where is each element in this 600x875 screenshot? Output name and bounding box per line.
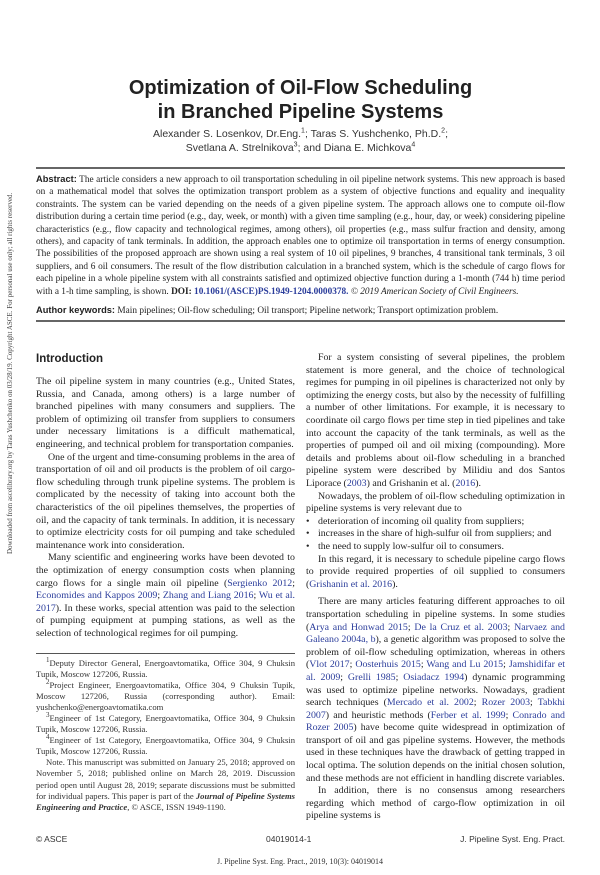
paragraph-text: ;: [420, 659, 427, 671]
paragraph-text: ). In these works, special attention was paid to the selection of pumping equipment at pumping stations, as well as the selection of technological regimes for oil pumping.: [36, 602, 295, 639]
paragraph: [36, 452, 295, 553]
keywords-text: Main pipelines; Oil-flow scheduling; Oil transport; Pipeline network; Transport optimization problem.: [115, 306, 499, 317]
paragraph: [36, 552, 295, 640]
title-line-1: Optimization of Oil-Flow Scheduling: [128, 77, 473, 99]
author-affiliation-mark: 1: [301, 127, 305, 135]
author-separator: ;: [304, 128, 311, 140]
citation-link[interactable]: Mercado et al. 2002: [386, 697, 474, 709]
paragraph-text: ;: [505, 709, 513, 721]
paragraph: [36, 376, 295, 452]
paragraph-text: ), a genetic algorithm was proposed to solve the problem of oil-flow scheduling optimization, whereas in others (: [306, 634, 565, 671]
page-footer: [36, 833, 565, 845]
footnote-mark: 4: [46, 733, 50, 742]
paragraph-text: ).: [475, 478, 481, 489]
paragraph-text: ) and heuristic methods (: [325, 709, 431, 721]
paragraph-text: ;: [407, 621, 415, 633]
bullet-item: • the need to supply low-sulfur oil to consumers.: [306, 541, 565, 554]
download-notice: Downloaded from ascelibrary.org by Taras Yushchenko on 03/28/19. Copyright ASCE. For personal use only; all rights reserved.: [6, 192, 14, 554]
paper-title: [36, 76, 565, 124]
paragraph-text: One of the urgent and time-consuming problems in the area of transportation of oil and oil products is the problem of oil cargo-flow scheduling through trunk pipeline systems. The problem is complicated by the necessity of taking into account both the characteristics of the oil pipelines themselves, the properties of oil, and the capacity of tank terminals. In addition, it is necessary to optimize electricity costs for oil pumping and take scheduled maintenance work into consideration.: [36, 451, 295, 551]
author-affiliation-mark: 3: [293, 141, 298, 149]
right-column: [306, 352, 565, 823]
author-list: [36, 127, 565, 155]
journal-name: Journal of Pipeline Systems Engineering and Practice: [36, 790, 295, 812]
footnote-text: Engineer of 1st Category, Energoavtomatika, Office 304, 9 Chuksin Tupik, Moscow 127206, Russia.: [36, 713, 295, 735]
note-text: Note. This manuscript was submitted on January 25, 2018; approved on November 5, 2018; published online on March 28, 2019. Discussion period open until August 28, 2019; separate discussions must be submitted for individual papers. This paper is part of the: [36, 757, 295, 801]
paragraph-text: ;: [349, 659, 356, 671]
paragraph-text: ) have become quite widespread in optimization of transport of oil and gas pipeline systems. However, the methods used in these techniques have the drawback of getting trapped in local optima. The solution depends on the initial chosen solution, and these methods are not efficient in handling discrete variables.: [306, 722, 565, 784]
paragraph-text: ;: [503, 659, 509, 671]
paragraph-text: In addition, there is no consensus among researchers regarding which method of cargo-flow optimization in oil pipeline systems is: [306, 785, 565, 822]
left-column: [36, 352, 295, 813]
footnote: [36, 677, 295, 713]
doi-label: DOI:: [171, 286, 192, 297]
manuscript-note: [36, 757, 295, 812]
citation-link[interactable]: Conrado and Rozer 2005: [306, 709, 565, 734]
footnote-text: Project Engineer, Energoavtomatika, Office 304, 9 Chuksin Tupik, Moscow 127206, Russia (corresponding author). Email: yushchenko@energoavtomatika.com: [36, 679, 295, 712]
note-tail: , © ASCE, ISSN 1949-1190.: [127, 801, 226, 812]
citation-link[interactable]: Arya and Honwad 2015: [309, 621, 408, 633]
citation-link[interactable]: Narvaez and Galeano 2004a, b: [306, 621, 565, 646]
paragraph: [306, 596, 565, 785]
citation-link[interactable]: 2003: [346, 478, 367, 489]
body-columns: [36, 352, 565, 823]
footnote-text: Engineer of 1st Category, Energoavtomatika, Office 304, 9 Chuksin Tupik, Moscow 127206, Russia.: [36, 735, 295, 757]
citation-link[interactable]: Jamshidifar et al. 2009: [306, 659, 566, 683]
abstract: [36, 173, 565, 298]
paragraph-text: ) dynamic programming was used to optimize pipeline networks. Nowadays, gradient search techniques (: [306, 671, 566, 709]
citation-link[interactable]: Grelli 1985: [347, 671, 396, 683]
author-separator: ; and: [297, 142, 324, 154]
footnote: [36, 735, 295, 757]
citation-link[interactable]: Wang and Lu 2015: [426, 659, 504, 671]
left-column-text: [36, 352, 295, 640]
paragraph-text: ;: [395, 671, 404, 683]
author-keywords: [36, 304, 565, 317]
divider: [36, 167, 565, 169]
bullet-item: • increases in the share of high-sulfur oil from suppliers; and: [306, 528, 565, 541]
footnote-divider: [36, 653, 295, 654]
paragraph-text: ;: [473, 697, 482, 709]
paragraph: [306, 491, 565, 516]
author-affiliation-mark: 4: [411, 141, 416, 149]
paragraph-text: ;: [507, 621, 515, 633]
author-separator: ;: [445, 128, 448, 140]
footnotes: [36, 655, 295, 813]
paragraph-text: ).: [392, 578, 398, 590]
paragraph-text: Many scientific and engineering works have been devoted to the optimization of energy consumption costs when planning cargo flows for a single main oil pipeline (: [36, 552, 295, 589]
paragraph-text: ) and Grishanin et al. (: [366, 478, 456, 489]
paragraph-text: For a system consisting of several pipelines, the problem statement is more general, and the choice of technological regimes for pumping in oil pipelines is characterized not only by optimizing the energy costs, but also by the necessity of fulfilling a number of other limitations. For example, it is necessary to coordinate oil cargo flows per time step in tied pipelines and take into account the capacity of the tank terminals, as well as the properties of pumped oil and oil mixing (compounding). More details and problems about oil-flow scheduling in a branched pipeline system were described by Milidiu and dos Santos Liporace (: [306, 352, 565, 489]
citation-link[interactable]: Grishanin et al. 2016: [309, 578, 393, 590]
paragraph-text: The oil pipeline system in many countries (e.g., United States, Russia, and Canada, among others) is a large number of branched pipelines with many consumers and suppliers. The problem of optimizing oil transfer from suppliers to consumers under necessary limitations is a difficult mathematical, engineering, and technical problem for transportation companies.: [36, 376, 295, 451]
keywords-label: Author keywords:: [36, 305, 116, 316]
footer-publisher: © ASCE: [36, 834, 68, 845]
author: Taras S. Yushchenko, Ph.D.: [310, 128, 442, 140]
abstract-label: Abstract:: [36, 174, 77, 184]
footer-page-number: 04019014-1: [266, 834, 312, 845]
author: Svetlana A. Strelnikova: [185, 142, 294, 154]
citation-link[interactable]: Sergienko 2012: [227, 577, 293, 589]
citation-link[interactable]: De la Cruz et al. 2003: [414, 621, 508, 633]
footnote: [36, 655, 295, 680]
paragraph-text: ;: [157, 590, 163, 602]
citation-link[interactable]: Oosterhuis 2015: [355, 659, 421, 671]
author: Diana E. Michkova: [323, 142, 412, 154]
citation-link[interactable]: Vlot 2017: [309, 659, 350, 671]
copyright: © 2019 American Society of Civil Engineers.: [348, 286, 519, 297]
paragraph-text: There are many articles featuring different approaches to oil transportation scheduling in pipeline systems. In some studies (: [306, 596, 565, 633]
footnote: [36, 713, 295, 735]
citation-link[interactable]: Economides and Kappos 2009: [36, 590, 158, 602]
paragraph-text: Nowadays, the problem of oil-flow scheduling optimization in pipeline systems is very relevant due to: [306, 490, 565, 515]
footer-journal: J. Pipeline Syst. Eng. Pract.: [460, 834, 565, 845]
abstract-text: The article considers a new approach to oil transportation scheduling in oil pipeline network systems. This new approach is based on a mathematical model that solves the optimization transport problem as a system of objective functions and equality and inequality constraints. The system can be varied depending on the needs of a given pipeline system. The approach allows one to compute oil-flow distribution during a certain time period (e.g., day, week, or month) with a given time sampling (e.g., hour, day, or week) considering pipeline characteristics (e.g., flow capacity and technological regimes, among others), oil properties (e.g., mass sulfur fraction and density, among others), and capacity of tank terminals. In addition, the approach enables one to optimize oil transportation in terms of energy consumption. The possibilities of the proposed approach are shown using a real system of 10 oil pipelines, 9 branches, 4 transitional tank terminals, 3 oil suppliers, and 6 oil consumers. The result of the flow distribution calculation in a branched system, which is the schedule of cargo flows for each pipeline in a whole pipeline system with all constraints satisfied and optimized objective function during a 1-month (744 h) time period with a 1-h time sampling, is shown.: [36, 175, 565, 297]
paragraph: [306, 554, 565, 592]
bullet-list: [306, 516, 565, 554]
paragraph-text: ;: [253, 590, 259, 602]
footnote-mark: 2: [46, 677, 50, 686]
paragraph: [306, 785, 565, 823]
footnote-mark: 1: [46, 655, 50, 664]
citation-link[interactable]: Tabkhi 2007: [306, 697, 565, 721]
author-affiliation-mark: 2: [441, 127, 446, 135]
footnote-text: Deputy Director General, Energoavtomatika, Office 304, 9 Chuksin Tupik, Moscow 127206, Russia.: [36, 657, 295, 679]
paragraph: [306, 352, 565, 491]
citation-link[interactable]: Osiadacz 1994: [403, 671, 465, 683]
title-line-2: in Branched Pipeline Systems: [157, 101, 444, 123]
citation-link[interactable]: Wu et al. 2017: [36, 590, 295, 614]
citation-link[interactable]: 2016: [455, 478, 476, 489]
footnote-mark: 3: [46, 711, 50, 720]
citation-link[interactable]: Rozer 2003: [481, 697, 531, 709]
paragraph-text: ;: [292, 577, 295, 589]
paragraph-text: In this regard, it is necessary to schedule pipeline cargo flows to provide required properties of oil supplied to consumers (: [306, 553, 565, 590]
section-heading: Introduction: [36, 353, 104, 366]
citation-link[interactable]: Ferber et al. 1999: [430, 709, 506, 721]
doi-link[interactable]: 10.1061/(ASCE)PS.1949-1204.0000378.: [191, 286, 349, 297]
divider: [36, 320, 565, 322]
author: Alexander S. Losenkov, Dr.Eng.: [152, 128, 302, 140]
paragraph-text: ;: [340, 671, 348, 683]
citation-line: J. Pipeline Syst. Eng. Pract., 2019, 10(3): 04019014: [217, 857, 383, 867]
citation-link[interactable]: Zhang and Liang 2016: [162, 590, 254, 602]
bullet-item: • deterioration of incoming oil quality from suppliers;: [306, 516, 565, 529]
paragraph-text: ;: [530, 697, 538, 709]
